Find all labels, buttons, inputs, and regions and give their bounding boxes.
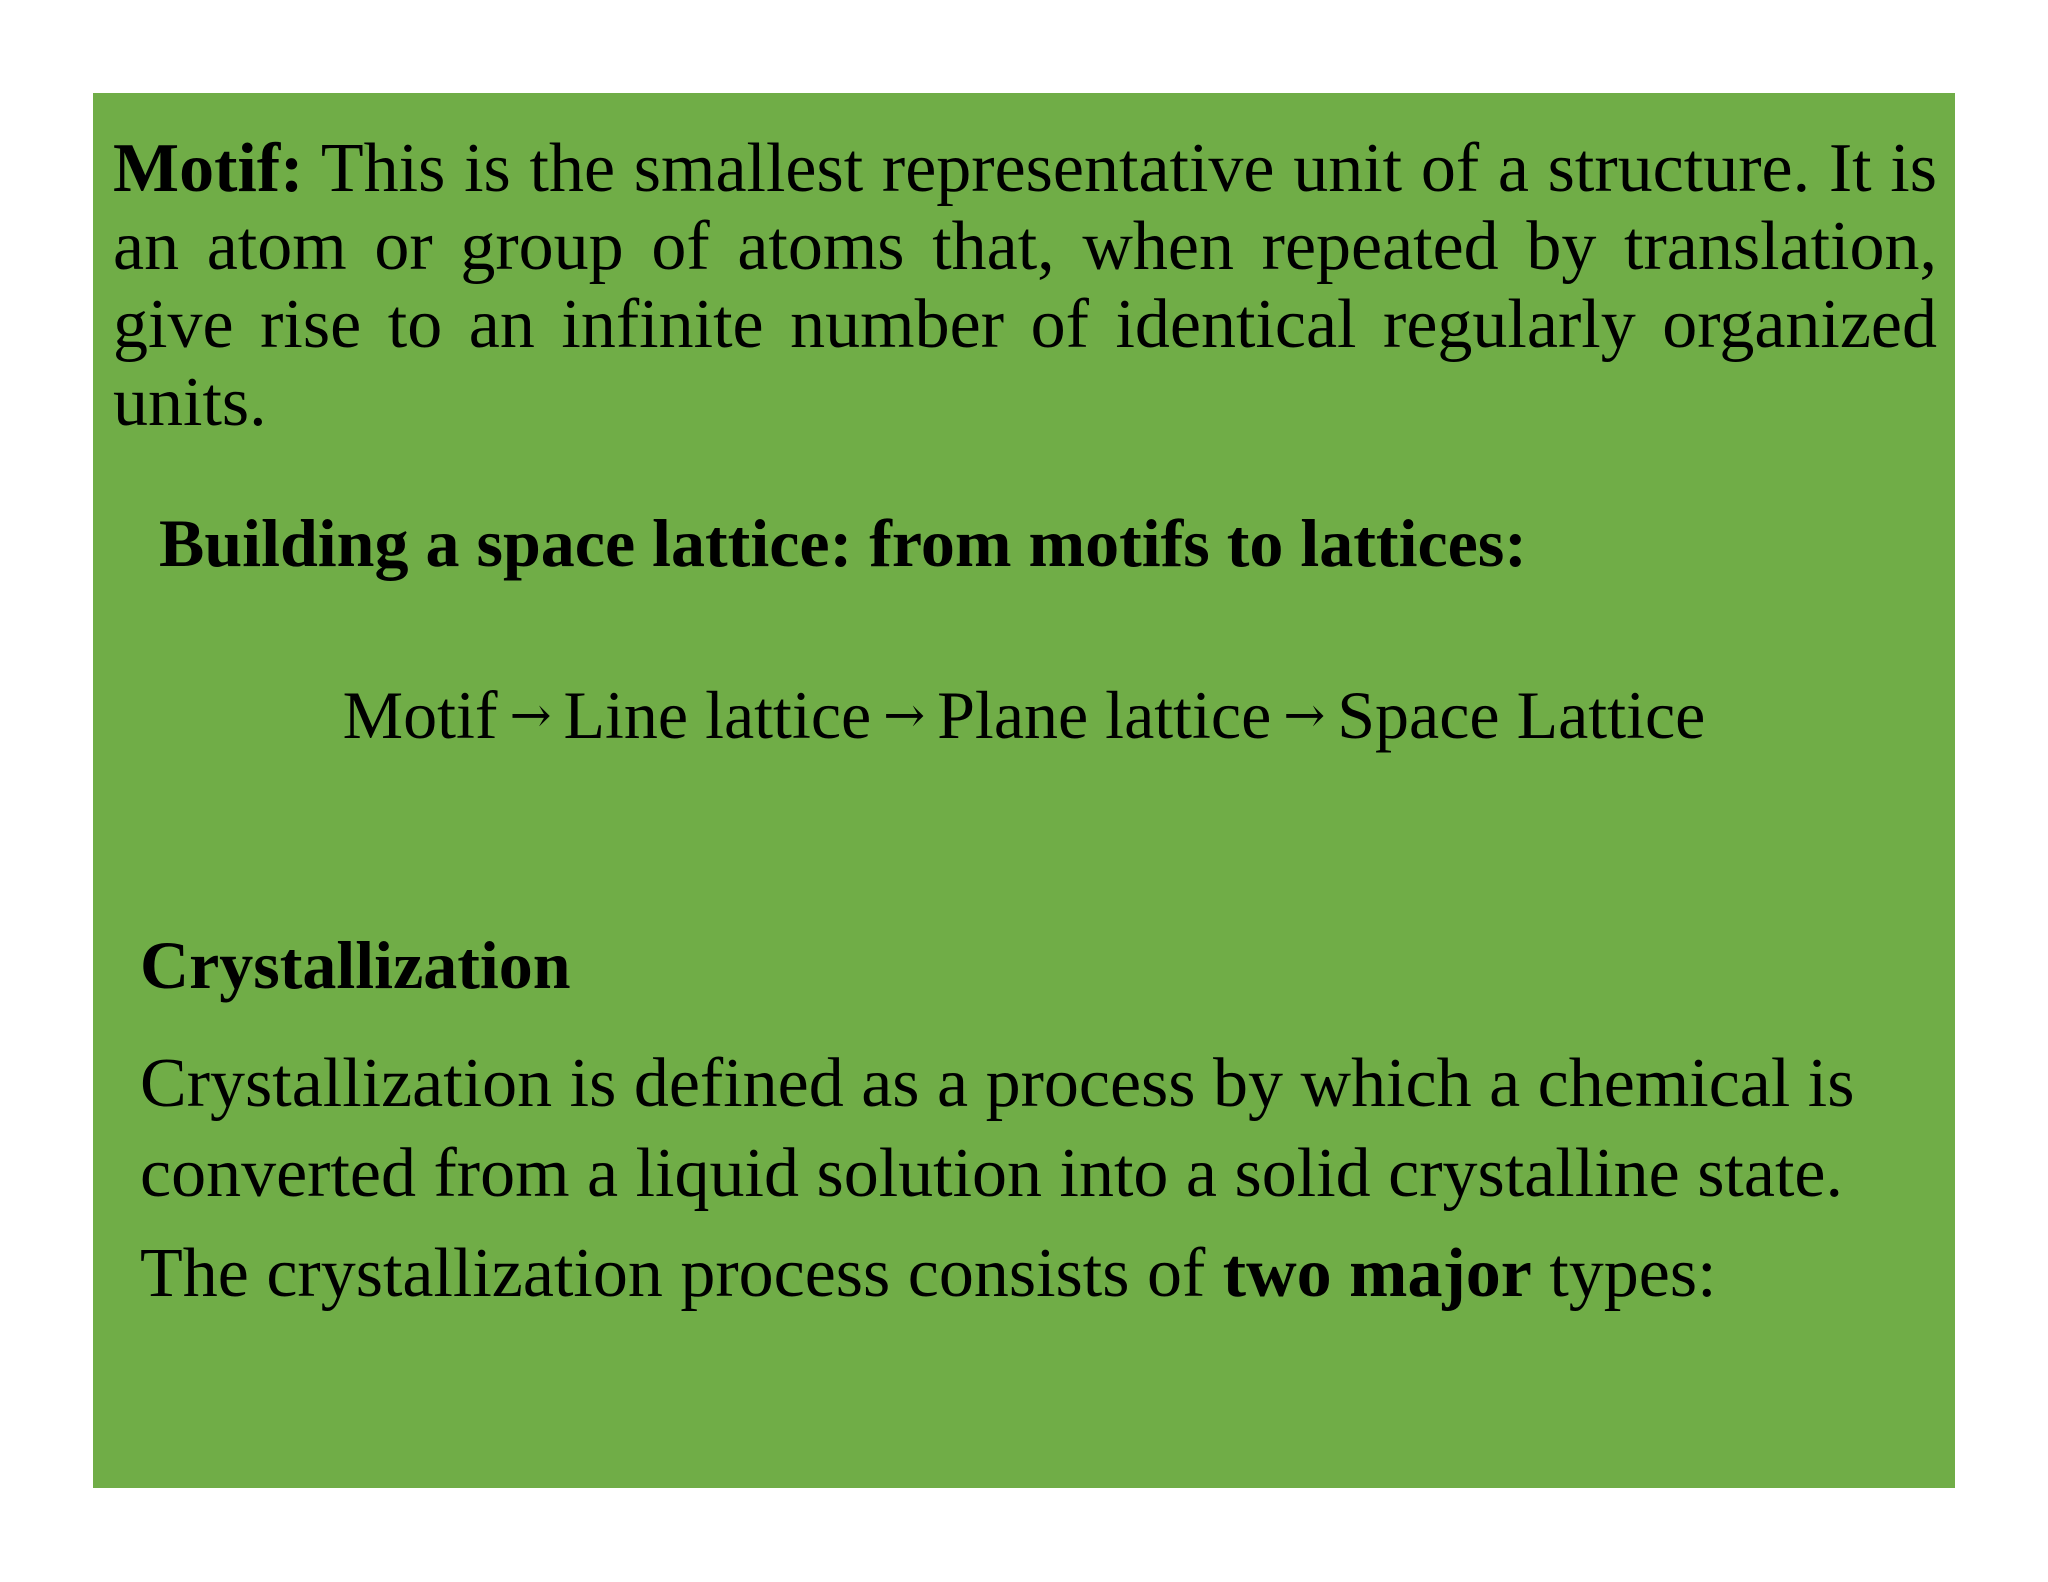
right-arrow-icon: → — [1283, 686, 1326, 744]
crystallization-definition: Crystallization is defined as a process by which a chemical is converted from a liquid solution into a solid crystalline state. — [140, 1045, 1855, 1212]
types-text-after: types: — [1531, 1235, 1717, 1312]
right-arrow-icon: → — [509, 686, 552, 744]
chain-step-line-lattice: Line lattice — [563, 677, 872, 753]
chain-step-space-lattice: Space Lattice — [1337, 677, 1706, 753]
slide-panel — [93, 93, 1955, 1488]
chain-step-motif: Motif — [342, 677, 498, 753]
types-text-bold: two major — [1222, 1235, 1532, 1312]
types-text-before: The crystallization process consists of — [140, 1235, 1223, 1312]
motif-paragraph — [113, 130, 1937, 442]
right-arrow-icon: → — [883, 686, 926, 744]
motif-term: Motif: — [113, 130, 304, 207]
crystallization-types — [140, 1229, 1717, 1319]
crystallization-heading: Crystallization — [140, 927, 571, 1003]
chain-step-plane-lattice: Plane lattice — [937, 677, 1272, 753]
lattice-heading: Building a space lattice: from motifs to lattices: — [159, 505, 1527, 581]
lattice-chain — [93, 675, 1955, 755]
motif-definition: This is the smallest representative unit of a structure. It is an atom or group of atoms that, when repeated by translation, give rise to an infinite number of identical regularly organized units. — [113, 130, 1937, 441]
